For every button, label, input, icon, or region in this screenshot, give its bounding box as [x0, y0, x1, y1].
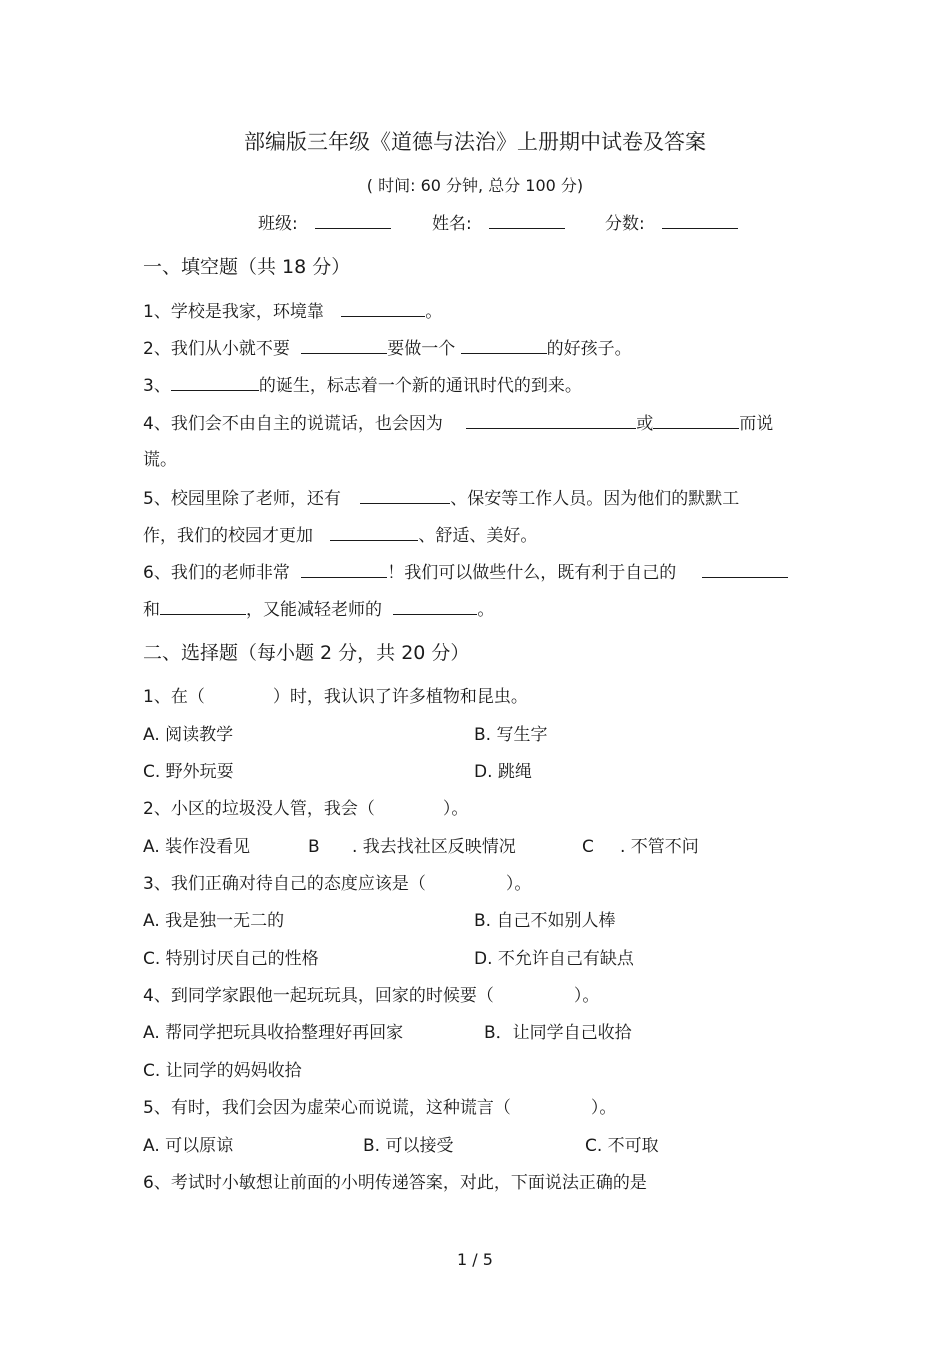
question-text: 3、我们正确对待自己的态度应该是（: [143, 874, 426, 894]
question-text: 2、我们从小就不要: [143, 339, 290, 359]
question-text: 和: [143, 600, 160, 620]
option-c: . 不管不问: [620, 837, 699, 857]
answer-blank: [393, 598, 477, 615]
fill-question-6: [143, 561, 788, 584]
fill-question-2: [143, 337, 632, 360]
question-text: ）。: [442, 799, 469, 819]
name-blank: [489, 212, 565, 229]
answer-blank: [301, 561, 387, 578]
question-text: 1、学校是我家，环境靠: [143, 302, 324, 322]
name-field: [432, 212, 565, 235]
question-text: 要做一个: [387, 339, 456, 359]
answer-blank: [341, 300, 425, 317]
question-text: ！我们可以做些什么，既有利于自己的: [387, 563, 677, 583]
option-b: B. 写生字: [474, 725, 548, 745]
option-a: A. 我是独一无二的: [143, 911, 285, 931]
question-text: ，又能减轻老师的: [246, 600, 382, 620]
option-d: D. 不允许自己有缺点: [474, 949, 634, 969]
answer-blank: [360, 487, 450, 504]
answer-blank: [160, 598, 246, 615]
answer-blank: [466, 412, 636, 429]
option-b: B. 可以接受: [363, 1136, 454, 1156]
question-text: ）。: [505, 874, 532, 894]
question-text: 5、有时，我们会因为虚荣心而说谎，这种谎言（: [143, 1098, 511, 1118]
score-label: 分数:: [605, 214, 645, 234]
name-label: 姓名:: [432, 214, 472, 234]
fill-question-5: [143, 487, 739, 510]
answer-blank: [171, 374, 259, 391]
class-label: 班级:: [258, 214, 298, 234]
fill-question-3: [143, 374, 582, 397]
choice-question-5: [143, 1097, 616, 1119]
question-text: 的好孩子。: [546, 339, 632, 359]
option-a: A. 阅读教学: [143, 725, 234, 745]
class-field: [258, 212, 391, 235]
fill-question-5-cont: [143, 524, 537, 547]
section1-heading: 一、填空题（共 18 分）: [143, 256, 351, 278]
question-text: 的诞生，标志着一个新的通讯时代的到来。: [258, 376, 582, 396]
score-field: [605, 212, 738, 235]
option-c: C. 特别讨厌自己的性格: [143, 949, 319, 969]
option-b: B. 自己不如别人棒: [474, 911, 616, 931]
option-c-letter: C: [582, 837, 594, 857]
question-text: ）。: [573, 986, 600, 1006]
question-text: ）时，我认识了许多植物和昆虫。: [272, 687, 528, 707]
question-text: 、保安等工作人员。因为他们的默默工: [450, 489, 740, 509]
question-text: 4、我们会不由自主的说谎话，也会因为: [143, 414, 443, 434]
option-c: C. 不可取: [585, 1136, 659, 1156]
choice-question-6: 6、考试时小敏想让前面的小明传递答案，对此，下面说法正确的是: [143, 1173, 647, 1193]
question-text: 。: [425, 302, 443, 322]
option-b: . 我去找社区反映情况: [352, 837, 516, 857]
option-a: A. 装作没看见: [143, 837, 251, 857]
score-blank: [662, 212, 738, 229]
question-text: 或: [636, 414, 654, 434]
option-c: C. 野外玩耍: [143, 762, 234, 782]
question-text: 。: [477, 600, 495, 620]
fill-question-6-cont: [143, 598, 494, 621]
question-text: 作，我们的校园才更加: [143, 526, 313, 546]
question-text: ）。: [590, 1098, 617, 1118]
option-b-letter: B: [308, 837, 320, 857]
answer-blank: [301, 337, 387, 354]
page-title: 部编版三年级《道德与法治》上册期中试卷及答案: [244, 130, 706, 154]
question-text: 2、小区的垃圾没人管，我会（: [143, 799, 375, 819]
question-text: 5、校园里除了老师，还有: [143, 489, 341, 509]
class-blank: [315, 212, 391, 229]
section2-heading: 二、选择题（每小题 2 分，共 20 分）: [143, 642, 470, 664]
page-number: 1 / 5: [457, 1250, 493, 1269]
fill-question-4-cont: 谎。: [143, 450, 177, 470]
option-a: A. 帮同学把玩具收拾整理好再回家: [143, 1023, 404, 1043]
option-c: C. 让同学的妈妈收拾: [143, 1061, 302, 1081]
question-text: 3、: [143, 376, 171, 396]
question-text: 、舒适、美好。: [418, 526, 538, 546]
fill-question-4: [143, 412, 773, 435]
choice-question-3: [143, 873, 531, 895]
answer-blank: [461, 337, 547, 354]
question-text: 6、我们的老师非常: [143, 563, 290, 583]
choice-question-2: [143, 798, 468, 820]
option-d: D. 跳绳: [474, 762, 532, 782]
answer-blank: [702, 561, 788, 578]
option-b: B．让同学自己收拾: [484, 1023, 632, 1043]
question-text: 4、到同学家跟他一起玩玩具，回家的时候要（: [143, 986, 494, 1006]
choice-question-4: [143, 985, 599, 1007]
fill-question-1: [143, 300, 442, 323]
answer-blank: [653, 412, 739, 429]
answer-blank: [330, 524, 418, 541]
question-text: 1、在（: [143, 687, 205, 707]
exam-info: ( 时间: 60 分钟, 总分 100 分): [366, 176, 584, 195]
choice-question-1: [143, 686, 528, 708]
question-text: 而说: [739, 414, 774, 434]
option-a: A. 可以原谅: [143, 1136, 234, 1156]
